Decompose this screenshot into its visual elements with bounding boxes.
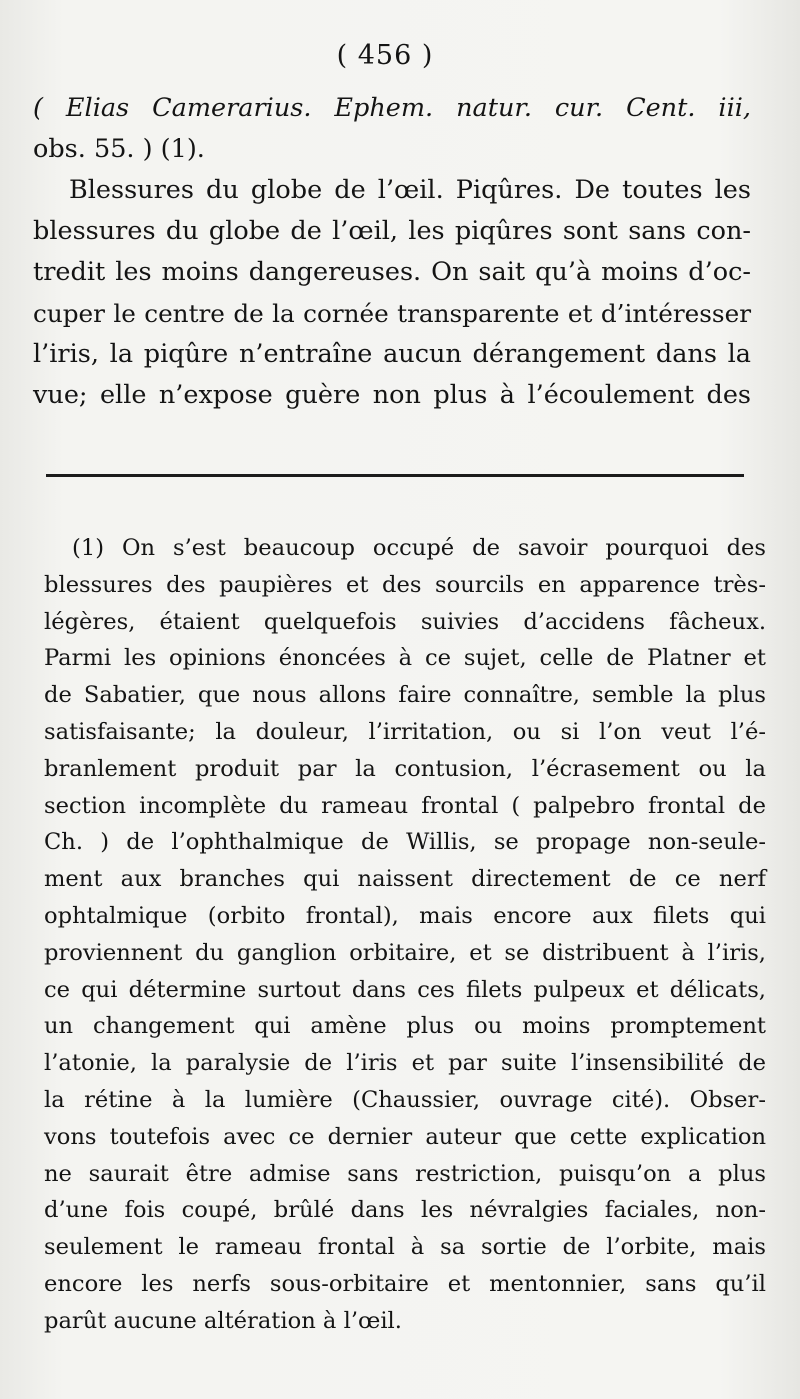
footnote-line: la rétine à la lumière (Chaussier, ouvrage cité). Obser- — [44, 1086, 766, 1113]
footnote-line: Parmi les opinions énoncées à ce sujet, celle de Platner et — [44, 645, 766, 672]
footnote-line: légères, étaient quelquefois suivies d’accidens fâcheux. — [44, 608, 766, 635]
main-text — [33, 88, 751, 416]
footnote — [44, 530, 766, 1340]
footnote-line: blessures des paupières et des sourcils en apparence très- — [44, 571, 766, 598]
text-line: obs. 55. ) (1). — [33, 134, 205, 164]
footnote-line: Ch. ) de l’ophthalmique de Willis, se propage non-seule- — [44, 829, 766, 856]
text-line: l’iris, la piqûre n’entraîne aucun dérangement dans la — [33, 339, 751, 369]
footnote-line: de Sabatier, que nous allons faire connaître, semble la plus — [44, 682, 766, 709]
footnote-line: un changement qui amène plus ou moins promptement — [44, 1013, 766, 1040]
footnote-line: ce qui détermine surtout dans ces filets pulpeux et délicats, — [44, 976, 766, 1003]
footnote-line: ophtalmique (orbito frontal), mais encore aux filets qui — [44, 902, 766, 929]
text-line: ( Elias Camerarius. Ephem. natur. cur. Cent. iii, — [33, 93, 751, 123]
footnote-line: ment aux branches qui naissent directement de ce nerf — [44, 866, 766, 893]
text-line: blessures du globe de l’œil, les piqûres sont sans con- — [33, 216, 751, 246]
text-line-section-heading: Blessures du globe de l’œil. Piqûres. De toutes les — [69, 175, 751, 205]
footnote-line: (1) On s’est beaucoup occupé de savoir pourquoi des — [72, 535, 766, 561]
footnote-line: section incomplète du rameau frontal ( palpebro frontal de — [44, 792, 766, 819]
footnote-line: parût aucune altération à l’œil. — [44, 1307, 402, 1334]
footnote-line: satisfaisante; la douleur, l’irritation, ou si l’on veut l’é- — [44, 718, 766, 745]
footnote-line: d’une fois coupé, brûlé dans les névralgies faciales, non- — [44, 1197, 766, 1224]
footnote-line: proviennent du ganglion orbitaire, et se distribuent à l’iris, — [44, 939, 766, 966]
footnote-line: branlement produit par la contusion, l’écrasement ou la — [44, 755, 766, 782]
text-line: vue; elle n’expose guère non plus à l’écoulement des — [33, 380, 751, 410]
footnote-separator-rule — [46, 474, 744, 477]
footnote-line: vons toutefois avec ce dernier auteur que cette explication — [44, 1123, 766, 1150]
text-line: cuper le centre de la cornée transparente et d’intéresser — [33, 299, 751, 328]
text-line: tredit les moins dangereuses. On sait qu’à moins d’oc- — [33, 257, 751, 287]
footnote-line: l’atonie, la paralysie de l’iris et par suite l’insensibilité de — [44, 1050, 766, 1077]
page-number: ( 456 ) — [336, 40, 434, 71]
footnote-line: encore les nerfs sous-orbitaire et mentonnier, sans qu’il — [44, 1270, 766, 1297]
footnote-line: ne saurait être admise sans restriction, puisqu’on a plus — [44, 1160, 766, 1187]
footnote-line: seulement le rameau frontal à sa sortie de l’orbite, mais — [44, 1234, 766, 1261]
